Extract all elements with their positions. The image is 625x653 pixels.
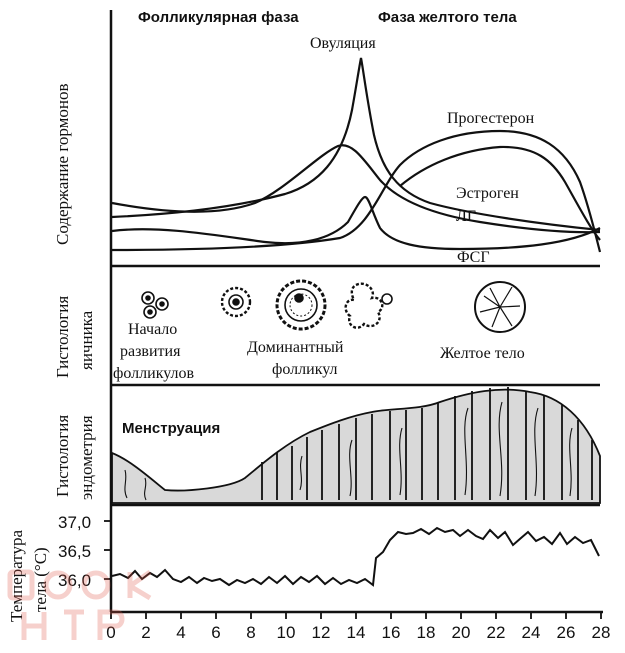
temperature-axis-label-2: тела (°С) bbox=[31, 547, 50, 612]
x-tick-18: 18 bbox=[416, 623, 436, 642]
x-tick-2: 2 bbox=[141, 623, 151, 642]
x-tick-6: 6 bbox=[211, 623, 221, 642]
follicular-phase-title: Фолликулярная фаза bbox=[138, 9, 299, 26]
temp-tick-360: 36,0 bbox=[58, 571, 92, 590]
early-follicles-label-3: фолликулов bbox=[113, 365, 195, 382]
menstruation-label: Менструация bbox=[122, 420, 221, 437]
endometrium-axis-label-2: эндометрия bbox=[77, 415, 96, 500]
x-tick-12: 12 bbox=[311, 623, 331, 642]
endometrium-drawing bbox=[112, 387, 600, 503]
lh-curve bbox=[112, 58, 600, 230]
early-follicles-label-2: развития bbox=[120, 343, 181, 360]
estrogen-label: Эстроген bbox=[456, 185, 519, 202]
panel-frames bbox=[111, 10, 603, 612]
dominant-follicle-icon bbox=[277, 281, 325, 329]
ruptured-follicle-icon bbox=[346, 284, 392, 328]
x-axis-labels bbox=[106, 623, 610, 642]
x-tick-8: 8 bbox=[246, 623, 256, 642]
temp-tick-370: 37,0 bbox=[58, 513, 92, 532]
basal-temperature-line bbox=[112, 528, 599, 585]
endometrium-axis-label-1: Гистология bbox=[53, 414, 72, 497]
x-tick-4: 4 bbox=[176, 623, 186, 642]
ovary-drawings bbox=[142, 281, 525, 332]
early-follicles-label-1: Начало bbox=[128, 321, 178, 338]
dominant-follicle-label-2: фолликул bbox=[272, 361, 338, 378]
x-tick-14: 14 bbox=[346, 623, 366, 642]
ovary-axis-label-1: Гистология bbox=[53, 295, 72, 378]
hormone-curves bbox=[112, 58, 600, 252]
x-tick-10: 10 bbox=[276, 623, 296, 642]
lh-label: ЛГ bbox=[456, 208, 477, 225]
fsh-curve bbox=[112, 197, 600, 249]
temp-tick-365: 36,5 bbox=[58, 542, 92, 561]
temperature-axis-label-1: Температура bbox=[7, 529, 26, 622]
corpus-luteum-label: Желтое тело bbox=[440, 345, 525, 362]
luteal-phase-title: Фаза желтого тела bbox=[378, 9, 517, 26]
progesterone-label: Прогестерон bbox=[447, 110, 535, 127]
hormones-axis-label: Содержание гормонов bbox=[53, 83, 72, 245]
x-tick-22: 22 bbox=[486, 623, 506, 642]
early-follicles-icon bbox=[142, 292, 168, 318]
x-tick-24: 24 bbox=[521, 623, 541, 642]
growing-follicle-icon bbox=[222, 288, 250, 316]
estrogen-curve bbox=[112, 145, 600, 232]
x-tick-20: 20 bbox=[451, 623, 471, 642]
x-tick-28: 28 bbox=[591, 623, 611, 642]
x-tick-26: 26 bbox=[556, 623, 576, 642]
ovary-axis-label-2: яичника bbox=[77, 310, 96, 370]
corpus-luteum-icon bbox=[475, 282, 525, 332]
fsh-label: ФСГ bbox=[457, 249, 490, 266]
dominant-follicle-label-1: Доминантный bbox=[247, 339, 344, 356]
x-tick-16: 16 bbox=[381, 623, 401, 642]
ovulation-label: Овуляция bbox=[310, 35, 376, 52]
x-tick-0: 0 bbox=[106, 623, 116, 642]
